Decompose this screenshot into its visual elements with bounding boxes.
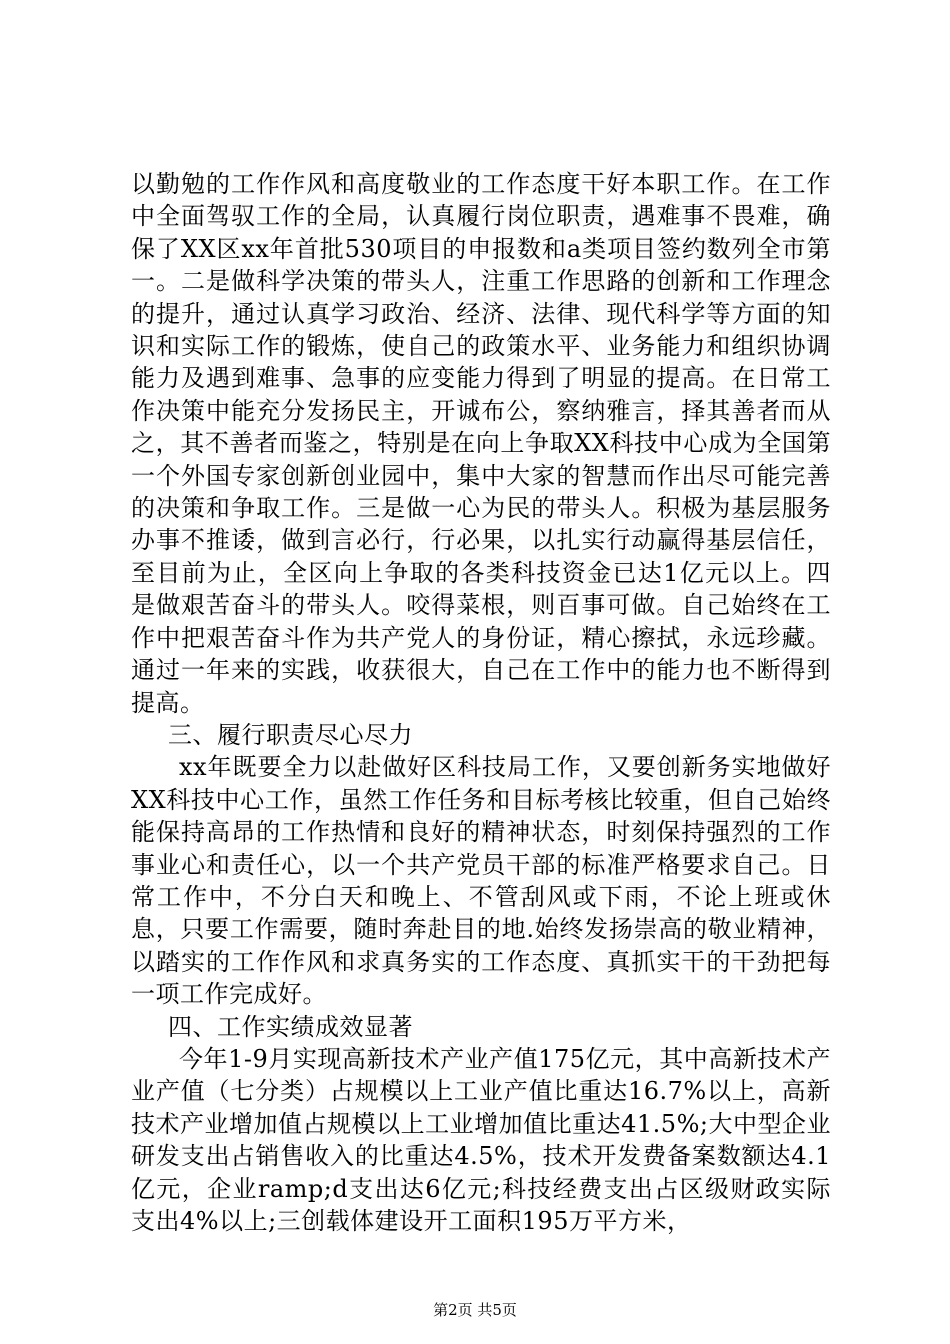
document-body [131,168,831,1237]
body-paragraph-continued: 以勤勉的工作作风和高度敬业的工作态度干好本职工作。在工作中全面驾驭工作的全局，认真履行岗位职责，遇难事不畏难，确保了XX区xx年首批530项目的申报数和a类项目签约数列全市第一。二是做科学决策的带头人，注重工作思路的创新和工作理念的提升，通过认真学习政治、经济、法律、现代科学等方面的知识和实际工作的锻炼，使自己的政策水平、业务能力和组织协调能力及遇到难事、急事的应变能力得到了明显的提高。在日常工作决策中能充分发扬民主，开诚布公，察纳雅言，择其善者而从之，其不善者而鉴之，特别是在向上争取XX科技中心成为全国第一个外国专家创新创业园中，集中大家的智慧而作出尽可能完善的决策和争取工作。三是做一心为民的带头人。积极为基层服务办事不推诿，做到言必行，行必果，以扎实行动赢得基层信任，至目前为止，全区向上争取的各类科技资金已达1亿元以上。四是做艰苦奋斗的带头人。咬得菜根，则百事可做。自己始终在工作中把艰苦奋斗作为共产党人的身份证，精心擦拭，永远珍藏。通过一年来的实践，收获很大，自己在工作中的能力也不断得到提高。 [131,170,831,717]
page-footer [0,1300,950,1320]
section-heading-4: 四、工作实绩成效显著 [168,1012,413,1041]
page-number-label: 第2页 共5页 [433,1301,517,1319]
section-4-paragraph: 今年1-9月实现高新技术产业产值175亿元，其中高新技术产业产值（七分类）占规模以上工业产值比重达16.7%以上，高新技术产业增加值占规模以上工业增加值比重达41.5%;大中型企业研发支出占销售收入的比重达4.5%，技术开发费备案数额达4.1亿元，企业ramp;d支出达6亿元;科技经费支出占区级财政实际支出4%以上;三创载体建设开工面积195万平方米， [131,1044,831,1235]
section-heading-3: 三、履行职责尽心尽力 [168,720,413,749]
section-3-paragraph: xx年既要全力以赴做好区科技局工作，又要创新务实地做好XX科技中心工作，虽然工作任务和目标考核比较重，但自己始终能保持高昂的工作热情和良好的精神状态，时刻保持强烈的工作事业心和责任心，以一个共产党员干部的标准严格要求自己。日常工作中，不分白天和晚上、不管刮风或下雨，不论上班或休息，只要工作需要，随时奔赴目的地.始终发扬崇高的敬业精神，以踏实的工作作风和求真务实的工作态度、真抓实干的干劲把每一项工作完成好。 [131,753,831,1009]
